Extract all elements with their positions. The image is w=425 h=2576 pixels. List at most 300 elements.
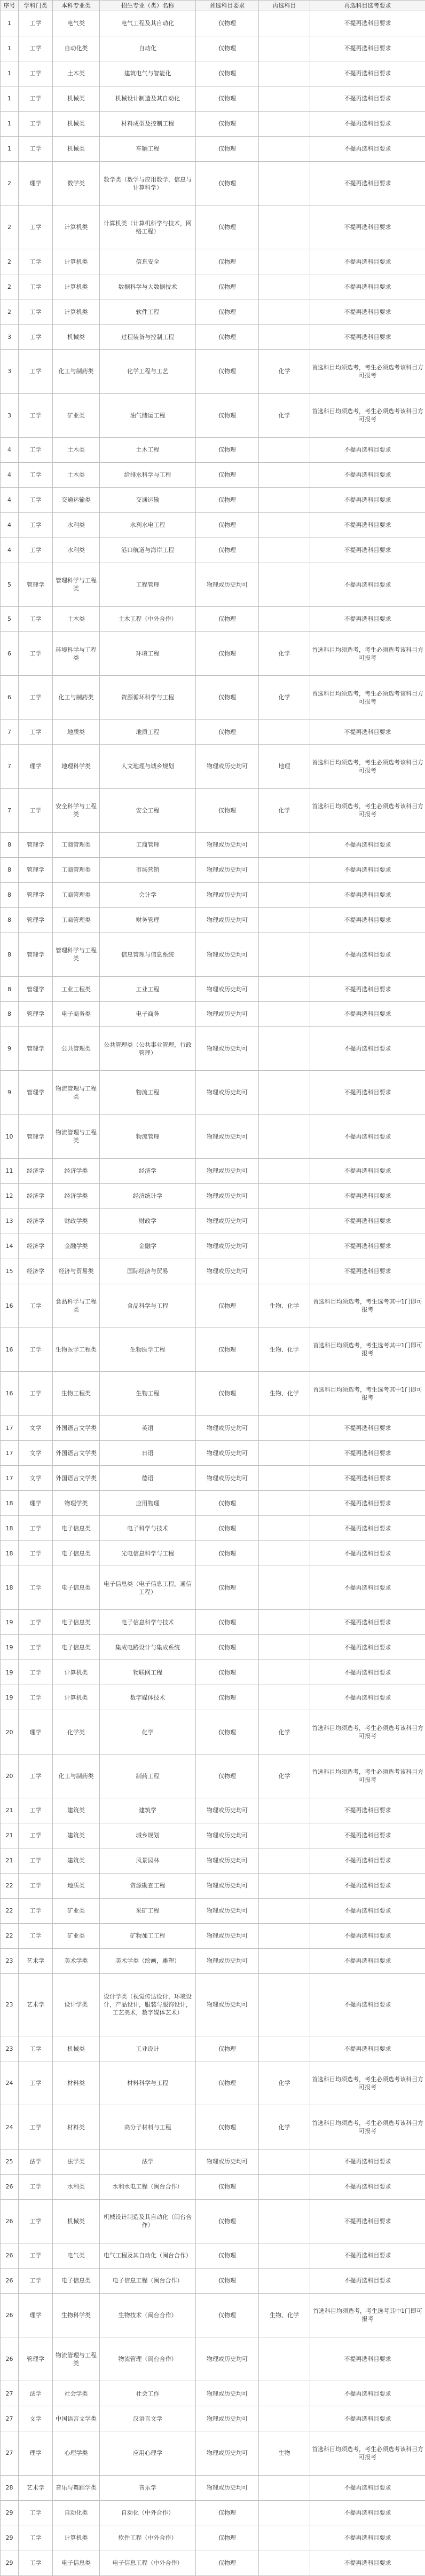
cell-discipline: 工学 <box>19 2174 53 2199</box>
cell-major-name: 财政学 <box>100 1208 196 1234</box>
cell-discipline: 工学 <box>19 136 53 161</box>
cell-major-class: 计算机类 <box>53 249 100 274</box>
table-row <box>1 2293 425 2337</box>
cell-index: 4 <box>1 538 19 563</box>
header-cell-discipline: 学科门类 <box>19 1 53 11</box>
cell-second-subject <box>259 933 310 976</box>
cell-major-class: 电子信息类 <box>53 1610 100 1635</box>
cell-discipline: 工学 <box>19 1873 53 1898</box>
cell-index: 22 <box>1 1873 19 1898</box>
cell-first-subject: 仅物理 <box>196 487 259 512</box>
cell-major-class: 电子信息类 <box>53 1566 100 1610</box>
cell-discipline: 工学 <box>19 512 53 538</box>
cell-second-requirement: 不提再选科目要求 <box>310 2268 425 2293</box>
cell-second-subject <box>259 2550 310 2576</box>
table-row <box>1 907 425 933</box>
header-cell-major-class: 本科专业类 <box>53 1 100 11</box>
cell-second-requirement: 首选科目均须选考，考生选考其中1门即可报考 <box>310 1284 425 1327</box>
cell-index: 8 <box>1 857 19 882</box>
cell-second-subject <box>259 2406 310 2431</box>
header-cell-second-subject: 再选科目 <box>259 1 310 11</box>
cell-second-requirement: 不提再选科目要求 <box>310 61 425 86</box>
table-row <box>1 1158 425 1183</box>
cell-major-class: 化工与制药类 <box>53 1754 100 1798</box>
cell-discipline: 工学 <box>19 2525 53 2550</box>
cell-second-requirement: 不提再选科目要求 <box>310 933 425 976</box>
cell-major-class: 水利类 <box>53 512 100 538</box>
cell-discipline: 工学 <box>19 1372 53 1416</box>
cell-major-name: 集成电路设计与集成系统 <box>100 1635 196 1660</box>
cell-second-requirement: 不提再选科目要求 <box>310 1541 425 1566</box>
cell-discipline: 管理学 <box>19 1115 53 1158</box>
cell-major-name: 德语 <box>100 1466 196 1491</box>
cell-second-requirement: 不提再选科目要求 <box>310 2475 425 2500</box>
cell-major-class: 财政学类 <box>53 1208 100 1234</box>
cell-second-subject <box>259 1259 310 1284</box>
cell-index: 10 <box>1 1115 19 1158</box>
cell-second-subject <box>259 487 310 512</box>
cell-discipline: 工学 <box>19 2243 53 2268</box>
cell-second-requirement: 不提再选科目要求 <box>310 1208 425 1234</box>
cell-major-name: 信息安全 <box>100 249 196 274</box>
cell-first-subject: 物理或历史均可 <box>196 1898 259 1923</box>
cell-discipline: 经济学 <box>19 1208 53 1234</box>
cell-first-subject: 仅物理 <box>196 1710 259 1754</box>
cell-discipline: 法学 <box>19 2381 53 2406</box>
cell-index: 1 <box>1 11 19 36</box>
cell-major-class: 建筑类 <box>53 1798 100 1823</box>
cell-first-subject: 仅物理 <box>196 1660 259 1685</box>
cell-major-class: 机械类 <box>53 2036 100 2061</box>
cell-first-subject: 物理或历史均可 <box>196 907 259 933</box>
cell-index: 5 <box>1 563 19 606</box>
cell-second-subject: 化学 <box>259 676 310 720</box>
cell-index: 27 <box>1 2431 19 2475</box>
cell-second-subject <box>259 1416 310 1441</box>
cell-second-requirement: 不提再选科目要求 <box>310 1466 425 1491</box>
cell-first-subject: 仅物理 <box>196 299 259 325</box>
cell-index: 17 <box>1 1441 19 1466</box>
cell-second-requirement: 不提再选科目要求 <box>310 136 425 161</box>
table-row <box>1 393 425 437</box>
cell-index: 23 <box>1 2036 19 2061</box>
table-row <box>1 2337 425 2381</box>
cell-major-class: 计算机类 <box>53 274 100 299</box>
cell-major-class: 材料类 <box>53 2061 100 2105</box>
table-row <box>1 1635 425 1660</box>
cell-index: 28 <box>1 2475 19 2500</box>
cell-index: 26 <box>1 2268 19 2293</box>
cell-discipline: 工学 <box>19 1610 53 1635</box>
table-row <box>1 2550 425 2576</box>
cell-second-subject <box>259 1566 310 1610</box>
cell-second-requirement: 不提再选科目要求 <box>310 487 425 512</box>
cell-second-requirement: 首选科目均须选考，考生必须选考该科目方可报考 <box>310 2061 425 2105</box>
cell-discipline: 工学 <box>19 2036 53 2061</box>
cell-discipline: 工学 <box>19 1848 53 1873</box>
cell-second-subject <box>259 606 310 631</box>
table-row <box>1 1898 425 1923</box>
header-cell-major-name: 招生专业（类）名称 <box>100 1 196 11</box>
cell-first-subject: 仅物理 <box>196 2550 259 2576</box>
cell-second-requirement: 不提再选科目要求 <box>310 563 425 606</box>
cell-major-class: 计算机类 <box>53 299 100 325</box>
cell-discipline: 工学 <box>19 1798 53 1823</box>
cell-major-class: 物流管理与工程类 <box>53 1115 100 1158</box>
table-row <box>1 1566 425 1610</box>
table-row <box>1 1416 425 1441</box>
cell-major-class: 安全科学与工程类 <box>53 788 100 832</box>
cell-second-subject <box>259 1491 310 1516</box>
cell-second-requirement: 首选科目均须选考，考生必须选考该科目方可报考 <box>310 1754 425 1798</box>
cell-discipline: 理学 <box>19 2293 53 2337</box>
cell-major-name: 物联网工程 <box>100 1660 196 1685</box>
cell-index: 29 <box>1 2550 19 2576</box>
cell-discipline: 文学 <box>19 2406 53 2431</box>
table-body <box>1 11 425 2576</box>
table-row <box>1 1848 425 1873</box>
cell-discipline: 工学 <box>19 1685 53 1710</box>
cell-index: 29 <box>1 2525 19 2550</box>
cell-second-requirement: 不提再选科目要求 <box>310 1002 425 1027</box>
table-row <box>1 1183 425 1208</box>
cell-second-subject: 化学 <box>259 1710 310 1754</box>
cell-second-subject <box>259 832 310 857</box>
cell-major-name: 工业设计 <box>100 2036 196 2061</box>
cell-major-name: 应用物理 <box>100 1491 196 1516</box>
cell-second-requirement: 不提再选科目要求 <box>310 907 425 933</box>
table-row <box>1 487 425 512</box>
cell-second-requirement: 不提再选科目要求 <box>310 1635 425 1660</box>
cell-first-subject: 仅物理 <box>196 1284 259 1327</box>
cell-second-requirement: 不提再选科目要求 <box>310 832 425 857</box>
table-row <box>1 1234 425 1259</box>
cell-major-name: 自动化（中外合作） <box>100 2500 196 2525</box>
cell-second-subject <box>259 538 310 563</box>
cell-major-class: 中国语言文学类 <box>53 2406 100 2431</box>
cell-first-subject: 仅物理 <box>196 1566 259 1610</box>
cell-second-requirement: 不提再选科目要求 <box>310 1798 425 1823</box>
cell-discipline: 工学 <box>19 2199 53 2243</box>
cell-index: 14 <box>1 1234 19 1259</box>
cell-index: 8 <box>1 832 19 857</box>
cell-second-requirement: 不提再选科目要求 <box>310 1026 425 1070</box>
cell-discipline: 工学 <box>19 1284 53 1327</box>
cell-first-subject: 仅物理 <box>196 161 259 205</box>
cell-discipline: 管理学 <box>19 933 53 976</box>
table-row <box>1 563 425 606</box>
cell-major-name: 材料成型及控制工程 <box>100 111 196 136</box>
cell-first-subject: 物理或历史均可 <box>196 1183 259 1208</box>
table-row <box>1 1541 425 1566</box>
cell-second-requirement: 首选科目均须选考，考生必须选考该科目方可报考 <box>310 676 425 720</box>
cell-second-subject <box>259 1685 310 1710</box>
cell-second-subject <box>259 2525 310 2550</box>
cell-major-class: 工商管理类 <box>53 882 100 907</box>
cell-discipline: 经济学 <box>19 1259 53 1284</box>
table-row <box>1 1923 425 1948</box>
cell-first-subject: 物理或历史均可 <box>196 1948 259 1973</box>
cell-major-class: 建筑类 <box>53 1823 100 1848</box>
cell-major-class: 经济学类 <box>53 1183 100 1208</box>
cell-second-subject <box>259 1873 310 1898</box>
cell-discipline: 理学 <box>19 2431 53 2475</box>
cell-second-subject: 生物、化学 <box>259 1284 310 1327</box>
cell-index: 16 <box>1 1327 19 1371</box>
cell-discipline: 工学 <box>19 2061 53 2105</box>
cell-major-name: 计算机类（计算机科学与技术，网络工程） <box>100 206 196 249</box>
cell-major-name: 电子科学与技术 <box>100 1516 196 1541</box>
cell-first-subject: 仅物理 <box>196 462 259 487</box>
cell-first-subject: 仅物理 <box>196 1610 259 1635</box>
cell-discipline: 工学 <box>19 606 53 631</box>
cell-first-subject: 物理或历史均可 <box>196 1823 259 1848</box>
table-row <box>1 933 425 976</box>
cell-second-subject <box>259 882 310 907</box>
cell-first-subject: 仅物理 <box>196 2243 259 2268</box>
cell-discipline: 工学 <box>19 1516 53 1541</box>
cell-first-subject: 仅物理 <box>196 1516 259 1541</box>
cell-major-class: 经济与贸易类 <box>53 1259 100 1284</box>
cell-index: 1 <box>1 86 19 111</box>
cell-index: 2 <box>1 299 19 325</box>
cell-first-subject: 物理或历史均可 <box>196 1873 259 1898</box>
cell-first-subject: 仅物理 <box>196 788 259 832</box>
cell-second-requirement: 不提再选科目要求 <box>310 1183 425 1208</box>
table-row <box>1 538 425 563</box>
cell-first-subject: 物理或历史均可 <box>196 857 259 882</box>
cell-major-class: 机械类 <box>53 325 100 350</box>
cell-second-requirement: 不提再选科目要求 <box>310 1923 425 1948</box>
cell-second-subject <box>259 1610 310 1635</box>
cell-discipline: 工学 <box>19 676 53 720</box>
cell-second-requirement: 首选科目均须选考，考生必须选考该科目方可报考 <box>310 1710 425 1754</box>
cell-second-requirement: 不提再选科目要求 <box>310 1823 425 1848</box>
cell-index: 27 <box>1 2406 19 2431</box>
cell-second-requirement: 不提再选科目要求 <box>310 857 425 882</box>
table-row <box>1 2381 425 2406</box>
cell-second-subject <box>259 111 310 136</box>
cell-major-name: 法学 <box>100 2149 196 2174</box>
cell-second-subject <box>259 1002 310 1027</box>
cell-discipline: 文学 <box>19 1416 53 1441</box>
cell-discipline: 艺术学 <box>19 1973 53 2036</box>
cell-major-name: 电子信息类（电子信息工程，通信工程） <box>100 1566 196 1610</box>
cell-first-subject: 仅物理 <box>196 2293 259 2337</box>
cell-second-requirement: 首选科目均须选考，考生选考其中1门即可报考 <box>310 1372 425 1416</box>
table-row <box>1 136 425 161</box>
cell-major-name: 信息管理与信息系统 <box>100 933 196 976</box>
cell-major-name: 电子商务 <box>100 1002 196 1027</box>
cell-major-class: 电子商务类 <box>53 1002 100 1027</box>
table-row <box>1 977 425 1002</box>
table-row <box>1 86 425 111</box>
cell-index: 6 <box>1 631 19 675</box>
cell-index: 11 <box>1 1158 19 1183</box>
table-row <box>1 1948 425 1973</box>
cell-major-name: 光电信息科学与工程 <box>100 1541 196 1566</box>
cell-first-subject: 物理或历史均可 <box>196 2475 259 2500</box>
cell-major-name: 制药工程 <box>100 1754 196 1798</box>
cell-major-class: 电子信息类 <box>53 1516 100 1541</box>
cell-index: 18 <box>1 1491 19 1516</box>
cell-major-name: 日语 <box>100 1441 196 1466</box>
table-row <box>1 512 425 538</box>
cell-first-subject: 物理或历史均可 <box>196 1002 259 1027</box>
cell-second-subject <box>259 1115 310 1158</box>
cell-second-requirement: 不提再选科目要求 <box>310 299 425 325</box>
cell-second-requirement: 不提再选科目要求 <box>310 1873 425 1898</box>
table-row <box>1 676 425 720</box>
table-header <box>1 1 425 11</box>
cell-second-requirement: 不提再选科目要求 <box>310 249 425 274</box>
cell-index: 24 <box>1 2105 19 2149</box>
cell-major-class: 公共管理类 <box>53 1026 100 1070</box>
cell-discipline: 管理学 <box>19 977 53 1002</box>
cell-second-subject <box>259 1516 310 1541</box>
cell-major-name: 国际经济与贸易 <box>100 1259 196 1284</box>
cell-first-subject: 物理或历史均可 <box>196 2431 259 2475</box>
cell-index: 3 <box>1 325 19 350</box>
cell-second-subject <box>259 1973 310 2036</box>
cell-major-name: 数学类（数学与应用数学，信息与计算科学） <box>100 161 196 205</box>
table-row <box>1 36 425 61</box>
cell-first-subject: 物理或历史均可 <box>196 1234 259 1259</box>
cell-major-class: 法学类 <box>53 2149 100 2174</box>
cell-discipline: 工学 <box>19 1898 53 1923</box>
cell-discipline: 经济学 <box>19 1158 53 1183</box>
table-row <box>1 2431 425 2475</box>
cell-second-requirement: 不提再选科目要求 <box>310 1973 425 2036</box>
cell-first-subject: 物理或历史均可 <box>196 1973 259 2036</box>
cell-second-requirement: 不提再选科目要求 <box>310 720 425 745</box>
cell-discipline: 工学 <box>19 249 53 274</box>
cell-second-subject <box>259 1848 310 1873</box>
cell-second-requirement: 首选科目均须选考，考生必须选考该科目方可报考 <box>310 393 425 437</box>
table-row <box>1 788 425 832</box>
cell-first-subject: 物理或历史均可 <box>196 2406 259 2431</box>
cell-second-requirement: 不提再选科目要求 <box>310 462 425 487</box>
cell-first-subject: 仅物理 <box>196 2174 259 2199</box>
cell-index: 9 <box>1 1071 19 1115</box>
cell-first-subject: 仅物理 <box>196 538 259 563</box>
cell-second-subject <box>259 206 310 249</box>
cell-index: 4 <box>1 437 19 462</box>
cell-second-requirement: 首选科目均须选考，考生必须选考该科目方可报考 <box>310 788 425 832</box>
cell-second-subject: 生物、化学 <box>259 1327 310 1371</box>
cell-index: 16 <box>1 1284 19 1327</box>
cell-second-requirement: 不提再选科目要求 <box>310 1516 425 1541</box>
cell-major-name: 机械设计制造及其自动化 <box>100 86 196 111</box>
cell-major-name: 资源循环科学与工程 <box>100 676 196 720</box>
cell-major-class: 交通运输类 <box>53 487 100 512</box>
cell-major-name: 化学工程与工艺 <box>100 350 196 393</box>
cell-second-requirement: 不提再选科目要求 <box>310 86 425 111</box>
cell-second-subject: 地理 <box>259 745 310 788</box>
cell-major-class: 化工与制药类 <box>53 350 100 393</box>
cell-major-class: 地理科学类 <box>53 745 100 788</box>
cell-second-subject: 化学 <box>259 2105 310 2149</box>
cell-second-subject <box>259 1441 310 1466</box>
table-row <box>1 1491 425 1516</box>
cell-major-name: 经济学 <box>100 1158 196 1183</box>
cell-index: 3 <box>1 350 19 393</box>
cell-second-requirement: 不提再选科目要求 <box>310 2525 425 2550</box>
cell-second-requirement: 不提再选科目要求 <box>310 2500 425 2525</box>
table-row <box>1 325 425 350</box>
table-row <box>1 2406 425 2431</box>
cell-second-subject <box>259 907 310 933</box>
table-row <box>1 299 425 325</box>
cell-second-requirement: 不提再选科目要求 <box>310 2381 425 2406</box>
cell-discipline: 工学 <box>19 325 53 350</box>
cell-second-subject <box>259 86 310 111</box>
cell-first-subject: 仅物理 <box>196 2268 259 2293</box>
cell-second-subject <box>259 977 310 1002</box>
cell-discipline: 管理学 <box>19 1026 53 1070</box>
cell-major-name: 音乐学 <box>100 2475 196 2500</box>
cell-major-name: 市场营销 <box>100 857 196 882</box>
cell-first-subject: 仅物理 <box>196 2036 259 2061</box>
cell-first-subject: 仅物理 <box>196 2105 259 2149</box>
cell-first-subject: 仅物理 <box>196 2199 259 2243</box>
cell-second-requirement: 不提再选科目要求 <box>310 1491 425 1516</box>
cell-first-subject: 物理或历史均可 <box>196 1798 259 1823</box>
cell-major-name: 工业工程 <box>100 977 196 1002</box>
cell-first-subject: 仅物理 <box>196 350 259 393</box>
cell-discipline: 工学 <box>19 720 53 745</box>
cell-major-name: 环境工程 <box>100 631 196 675</box>
cell-second-subject: 化学 <box>259 631 310 675</box>
cell-second-subject <box>259 437 310 462</box>
cell-index: 24 <box>1 2061 19 2105</box>
cell-major-class: 环境科学与工程类 <box>53 631 100 675</box>
cell-major-name: 地质工程 <box>100 720 196 745</box>
table-row <box>1 249 425 274</box>
cell-index: 20 <box>1 1754 19 1798</box>
cell-discipline: 工学 <box>19 1541 53 1566</box>
cell-first-subject: 物理或历史均可 <box>196 745 259 788</box>
cell-second-requirement: 不提再选科目要求 <box>310 325 425 350</box>
cell-second-requirement: 不提再选科目要求 <box>310 206 425 249</box>
cell-major-class: 机械类 <box>53 111 100 136</box>
table-row <box>1 2475 425 2500</box>
cell-second-requirement: 不提再选科目要求 <box>310 512 425 538</box>
cell-first-subject: 仅物理 <box>196 1541 259 1566</box>
cell-discipline: 文学 <box>19 1466 53 1491</box>
cell-second-requirement: 不提再选科目要求 <box>310 161 425 205</box>
cell-discipline: 管理学 <box>19 563 53 606</box>
cell-index: 19 <box>1 1635 19 1660</box>
cell-first-subject: 仅物理 <box>196 86 259 111</box>
cell-major-name: 物流工程 <box>100 1071 196 1115</box>
cell-major-class: 自动化类 <box>53 36 100 61</box>
cell-major-class: 生物工程类 <box>53 1372 100 1416</box>
cell-second-subject <box>259 1948 310 1973</box>
cell-index: 21 <box>1 1798 19 1823</box>
cell-major-class: 社会学类 <box>53 2381 100 2406</box>
cell-first-subject: 仅物理 <box>196 11 259 36</box>
cell-second-requirement: 不提再选科目要求 <box>310 1660 425 1685</box>
cell-second-subject <box>259 2149 310 2174</box>
cell-discipline: 理学 <box>19 1491 53 1516</box>
cell-major-name: 工程管理 <box>100 563 196 606</box>
table-row <box>1 61 425 86</box>
cell-major-class: 机械类 <box>53 86 100 111</box>
cell-major-name: 材料科学与工程 <box>100 2061 196 2105</box>
cell-major-name: 风景园林 <box>100 1848 196 1873</box>
cell-index: 26 <box>1 2293 19 2337</box>
